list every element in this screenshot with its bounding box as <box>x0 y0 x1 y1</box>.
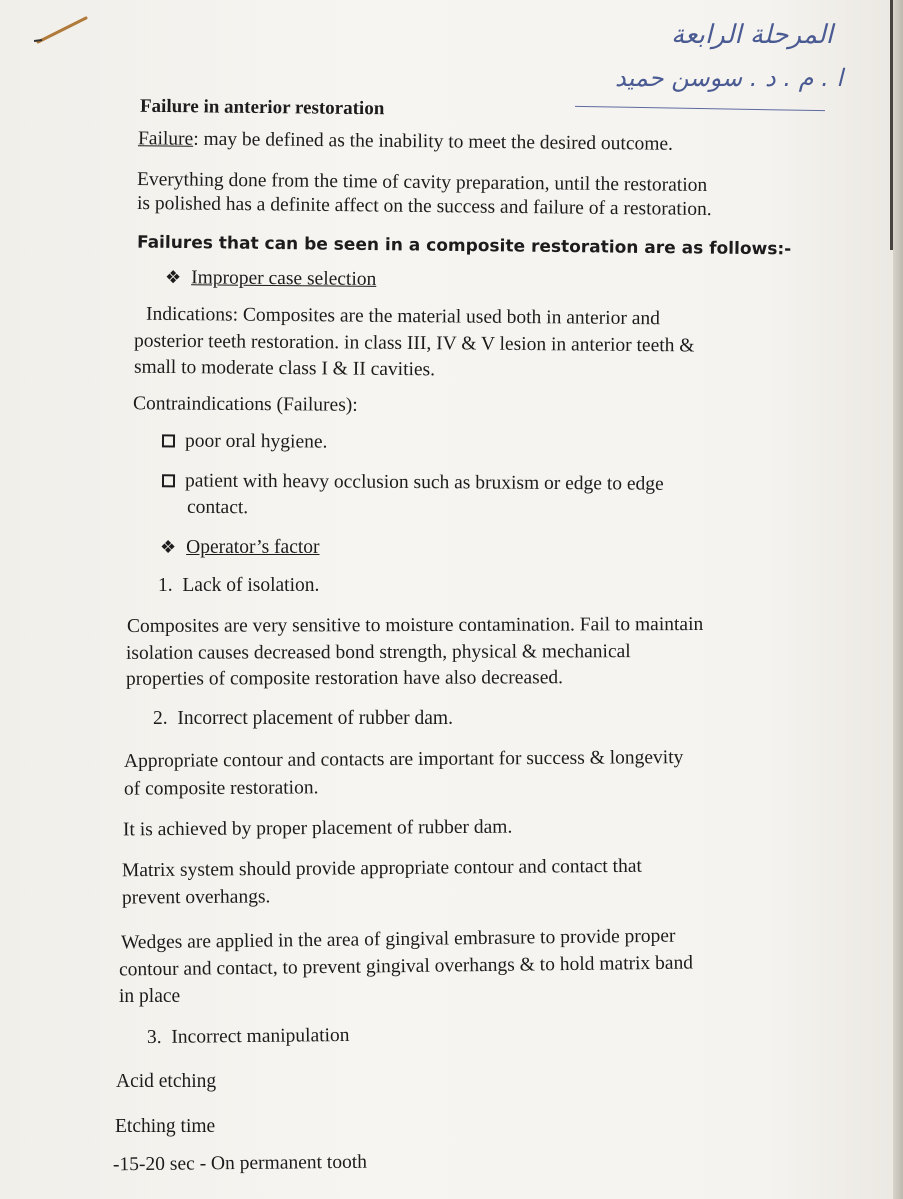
wedges-line-1: Wedges are applied in the area of gingival embrasure to provide proper <box>120 925 676 954</box>
isolation-line-2: isolation causes decreased bond strength, physical & mechanical <box>125 641 631 664</box>
bullet-operator-factor <box>160 535 320 560</box>
matrix-line-1: Matrix system should provide appropriate contour and contact that <box>121 855 642 882</box>
matrix-line-2: prevent overhangs. <box>121 886 271 909</box>
checkbox-square-icon <box>162 474 175 487</box>
numbered-item-1 <box>158 574 319 598</box>
item-number: 2. <box>153 708 168 729</box>
contra-item-occlusion-label: patient with heavy occlusion such as bruxism or edge to edge <box>184 470 664 495</box>
contra-item-oral-hygiene <box>162 429 328 454</box>
pen-mark-icon <box>34 14 94 46</box>
etching-time-line: Etching time <box>115 1116 216 1137</box>
item-label: Incorrect placement of rubber dam. <box>177 708 453 729</box>
wedges-line-3: in place <box>119 986 181 1007</box>
diamond-bullet-icon: ❖ <box>160 537 177 557</box>
page-title: Failure in anterior restoration <box>139 95 385 120</box>
bullet-operator-factor-label: Operator’s factor <box>186 537 320 558</box>
intro-line-1: Everything done from the time of cavity preparation, until the restoration <box>136 169 708 196</box>
contour-line-2: of composite restoration. <box>123 777 319 800</box>
bullet-improper-case-label: Improper case selection <box>191 267 377 290</box>
numbered-item-2 <box>153 707 453 731</box>
handwritten-author: ا . م . د . سوسن حميد <box>615 64 843 92</box>
indications-line-1: Indications: Composites are the material used both in anterior and <box>145 303 660 330</box>
intro-line-2: is polished has a definite affect on the success and failure of a restoration. <box>136 192 712 221</box>
page-edge-shadow <box>893 0 903 1199</box>
isolation-line-3: properties of composite restoration have also decreased. <box>125 667 564 690</box>
contraindications-heading: Contraindications (Failures): <box>132 393 358 416</box>
diamond-bullet-icon: ❖ <box>164 267 182 288</box>
failures-heading: Failures that can be seen in a composite restoration are as follows:- <box>136 232 792 260</box>
acid-etching-line: Acid etching <box>116 1071 217 1092</box>
achieved-line: It is achieved by proper placement of rubber dam. <box>122 816 513 841</box>
wedges-line-2: contour and contact, to prevent gingival overhangs & to hold matrix band <box>118 952 694 981</box>
permanent-tooth-line: -15-20 sec - On permanent tooth <box>112 1151 368 1176</box>
contour-line-1: Appropriate contour and contacts are important for success & longevity <box>123 747 684 772</box>
isolation-line-1: Composites are very sensitive to moisture contamination. Fail to maintain <box>126 613 704 638</box>
definition-text: : may be defined as the inability to meet the desired outcome. <box>193 128 674 155</box>
contra-item-occlusion-continued: contact. <box>186 496 249 519</box>
indications-line-2: posterior teeth restoration. in class III, IV & V lesion in anterior teeth & <box>133 330 695 357</box>
handwritten-stage: المرحلة الرابعة <box>671 20 833 50</box>
contra-item-occlusion <box>162 469 664 497</box>
definition-term: Failure <box>137 128 194 150</box>
numbered-item-3 <box>147 1024 350 1050</box>
definition-line <box>138 127 673 157</box>
bullet-improper-case <box>165 265 377 292</box>
item-number: 1. <box>158 575 173 596</box>
item-number: 3. <box>146 1026 162 1049</box>
indications-line-3: small to moderate class I & II cavities. <box>133 356 436 381</box>
contra-item-oral-hygiene-label: poor oral hygiene. <box>184 430 328 453</box>
item-label: Lack of isolation. <box>182 575 320 596</box>
checkbox-square-icon <box>162 434 175 447</box>
page-edge-line <box>890 0 893 250</box>
item-label: Incorrect manipulation <box>171 1024 350 1048</box>
